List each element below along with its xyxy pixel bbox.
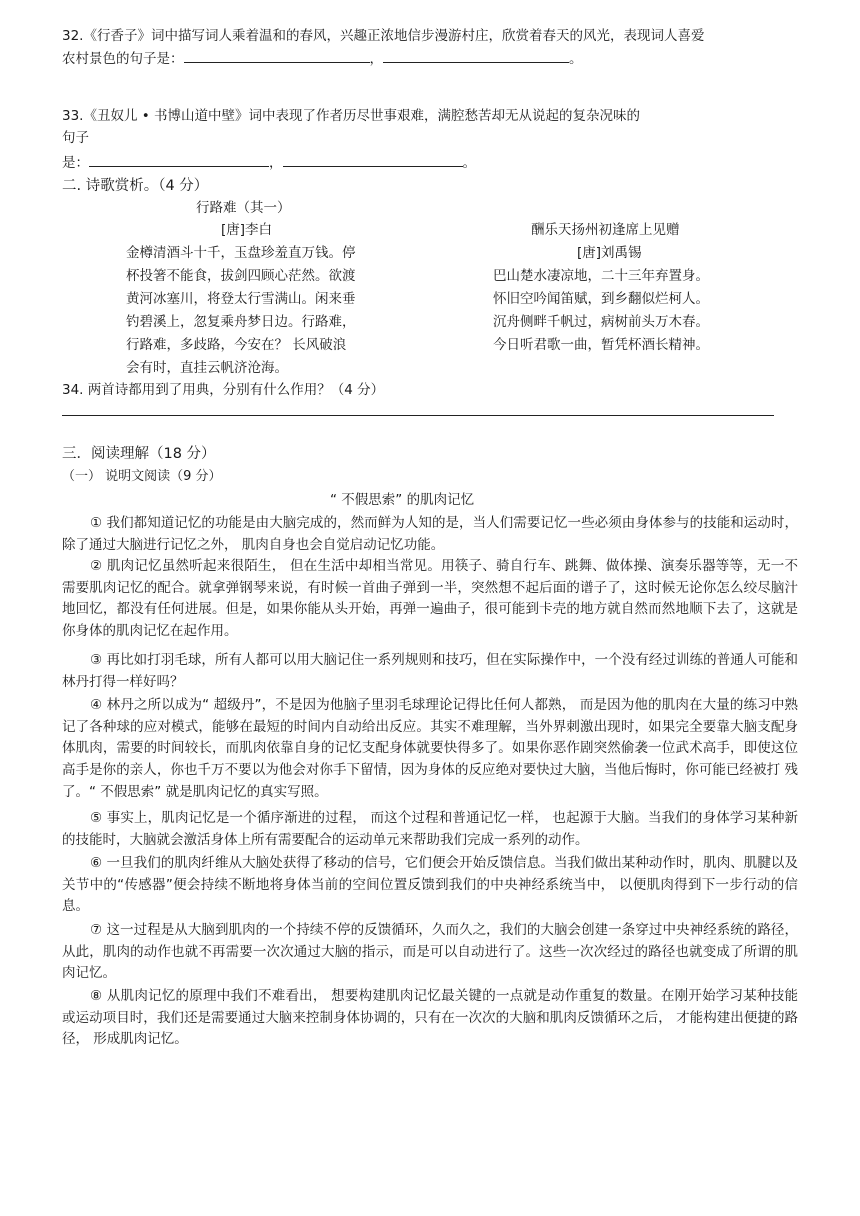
article-paragraph-8: ⑧ 从肌肉记忆的原理中我们不难看出， 想要构建肌肉记忆最关键的一点就是动作重复的数量。在刚开始学习某种技能或运动项目时，我们还是需要通过大脑来控制身体协调的，只有在一次次的大脑和肌肉反馈循环之后， 才能构建出便捷的路径， 形成肌肉记忆。 — [62, 988, 798, 1048]
poem2-line: 巴山楚水凄凉地，二十三年弃置身。 — [493, 268, 709, 284]
poem2-line: 怀旧空吟闻笛赋，到乡翻似烂柯人。 — [493, 291, 709, 307]
poem1-title: 行路难（其一） — [196, 200, 291, 216]
poem1-author: [唐]李白 — [221, 222, 273, 238]
q32-line1: 32.《行香子》词中描写词人乘着温和的春风，兴趣正浓地信步漫游村庄，欣赏着春天的风光，表现词人喜爱 — [62, 28, 705, 44]
q33-end: 。 — [462, 155, 476, 171]
q33-line1: 33.《丑奴儿 • 书博山道中壁》词中表现了作者历尽世事艰难，满腔愁苦却无从说起的复杂况味的 — [62, 108, 641, 124]
poem2-author: [唐]刘禹锡 — [577, 245, 642, 261]
poem2-line: 今日听君歌一曲，暂凭杯酒长精神。 — [493, 337, 709, 353]
q32-answer-blank-2[interactable] — [383, 48, 569, 63]
section2-title: 二. 诗歌赏析。（4 分） — [62, 178, 209, 194]
q33-answer-blank-1[interactable] — [89, 152, 269, 167]
poem1-line: 黄河冰塞川，将登太行雪满山。闲来垂 — [126, 291, 356, 307]
q32-answer-blank-1[interactable] — [184, 48, 370, 63]
q32-end: 。 — [569, 51, 583, 67]
poem1-line: 金樽清酒斗十千，玉盘珍羞直万钱。停 — [126, 245, 356, 261]
article-paragraph-5: ⑤ 事实上，肌肉记忆是一个循序渐进的过程， 而这个过程和普通记忆一样， 也起源于大脑。当我们的身体学习某种新的技能时，大脑就会激活身体上所有需要配合的运动单元来帮助我们完成一系列的动作。 — [62, 810, 798, 848]
q32-line2 — [62, 48, 583, 69]
section3-title: 三．阅读理解（18 分） — [62, 446, 216, 462]
poem1-line: 行路难，多歧路，今安在？ 长风破浪 — [126, 337, 347, 353]
poem1-line: 钓碧溪上，忽复乘舟梦日边。行路难， — [126, 314, 356, 330]
poem1-line: 会有时，直挂云帆济沧海。 — [126, 360, 288, 376]
q32-prompt: 农村景色的句子是： — [62, 51, 184, 67]
q33-sep: ， — [269, 155, 283, 171]
article-paragraph-6: ⑥ 一旦我们的肌肉纤维从大脑处获得了移动的信号，它们便会开始反馈信息。当我们做出某种动作时，肌肉、肌腱以及关节中的“传感器”便会持续不断地将身体当前的空间位置反馈到我们的中央神经系统当中， 以便肌肉得到下一步行动的信息。 — [62, 855, 798, 915]
q34-answer-line[interactable] — [62, 415, 774, 416]
q33-prompt: 是： — [62, 155, 89, 171]
poem1-line: 杯投箸不能食，拔剑四顾心茫然。欲渡 — [126, 268, 356, 284]
q33-line3 — [62, 152, 476, 173]
article-title: “ 不假思索” 的肌肉记忆 — [330, 492, 475, 508]
article-paragraph-2: ② 肌肉记忆虽然听起来很陌生， 但在生活中却相当常见。用筷子、骑自行车、跳舞、做体操、演奏乐器等等，无一不需要肌肉记忆的配合。就拿弹钢琴来说，有时候一首曲子弹到一半，突然想不起后面的谱子了，这时候无论你怎么绞尽脑汁地回忆，都没有任何进展。但是，如果你能从头开始，再弹一遍曲子，很可能到卡壳的地方就自然而然地顺下去了，这就是你身体的肌肉记忆在起作用。 — [62, 558, 798, 640]
q32-sep: ， — [369, 51, 383, 67]
poem2-title: 酬乐天扬州初逢席上见赠 — [531, 222, 680, 238]
article-paragraph-4: ④ 林丹之所以成为“ 超级丹”，不是因为他脑子里羽毛球理论记得比任何人都熟， 而是因为他的肌肉在大量的练习中熟记了各种球的应对模式，能够在最短的时间内自动给出反应。其实不难理解，当外界刺激出现时，如果完全要靠大脑支配身体肌肉，需要的时间较长，而肌肉依靠自身的记忆支配身体就要快得多了。如果你恶作剧突然偷袭一位武术高手，即使这位高手是你的亲人，你也千万不要以为他会对你手下留情，因为身体的反应绝对要快过大脑，当他后悔时，你可能已经被打 残了。“ 不假思索” 就是肌肉记忆的真实写照。 — [62, 697, 798, 800]
q33-answer-blank-2[interactable] — [283, 152, 463, 167]
section3-subtitle: （一） 说明文阅读（9 分） — [62, 469, 222, 484]
article-paragraph-3: ③ 再比如打羽毛球，所有人都可以用大脑记住一系列规则和技巧，但在实际操作中，一个没有经过训练的普通人可能和林丹打得一样好吗？ — [62, 652, 798, 690]
q33-line2: 句子 — [62, 130, 89, 146]
article-paragraph-1: ① 我们都知道记忆的功能是由大脑完成的，然而鲜为人知的是，当人们需要记忆一些必须由身体参与的技能和运动时， 除了通过大脑进行记忆之外， 肌肉自身也会自觉启动记忆功能。 — [62, 515, 798, 553]
poem2-line: 沉舟侧畔千帆过，病树前头万木春。 — [493, 314, 709, 330]
q34: 34. 两首诗都用到了用典，分别有什么作用？（4 分） — [62, 382, 385, 398]
article-paragraph-7: ⑦ 这一过程是从大脑到肌肉的一个持续不停的反馈循环，久而久之，我们的大脑会创建一条穿过中央神经系统的路径，从此，肌肉的动作也就不再需要一次次通过大脑的指示，而是可以自动进行了。这些一次次经过的路径也就变成了所谓的肌肉记忆。 — [62, 922, 798, 982]
